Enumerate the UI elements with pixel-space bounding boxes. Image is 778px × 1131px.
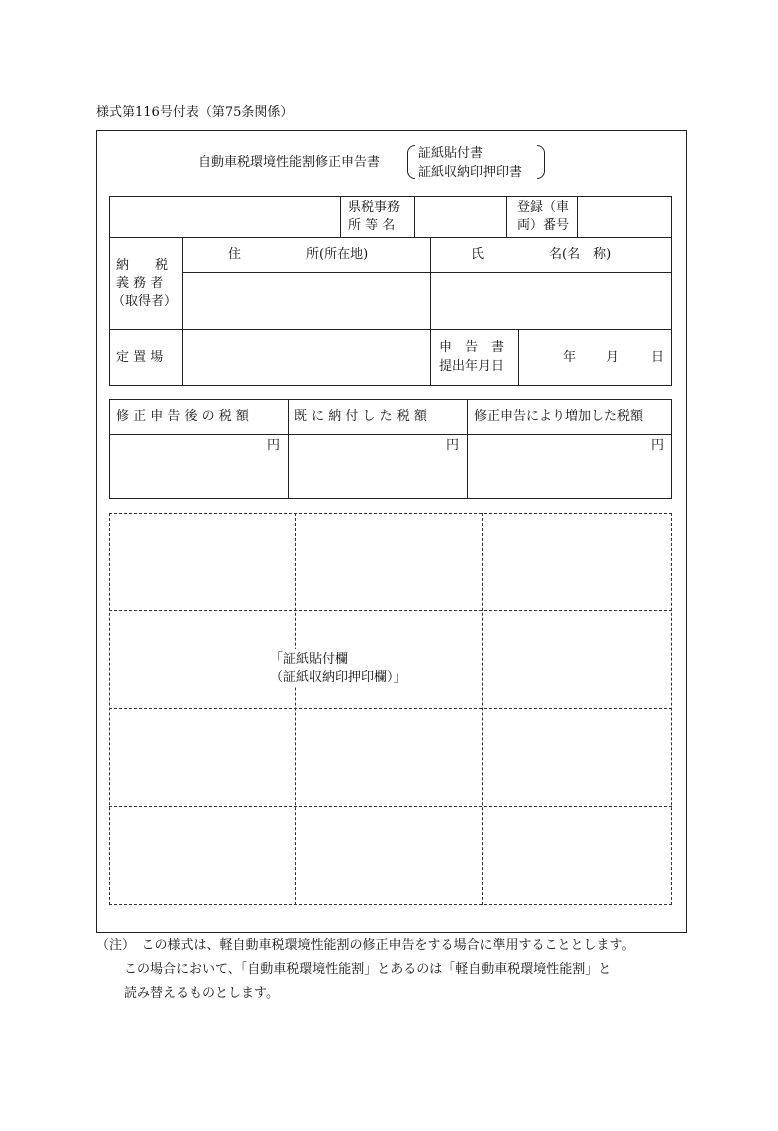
- yen-unit: 円: [651, 438, 665, 453]
- stamp-area-label-2: （証紙収納印押印欄）」: [270, 670, 407, 685]
- name-field[interactable]: [431, 273, 671, 328]
- tax-after-correction-field[interactable]: [110, 435, 287, 498]
- form-title: 自動車税環境性能割修正申告書: [198, 155, 381, 170]
- submission-date-label-2: 提出年月日: [439, 359, 505, 374]
- registration-number-field[interactable]: [578, 197, 671, 236]
- registration-number-label-2: 両）番号: [517, 218, 570, 233]
- registration-number-label: 登録（車: [517, 200, 570, 215]
- storage-location-label: 定 置 場: [116, 350, 164, 365]
- storage-location-field[interactable]: [183, 330, 429, 385]
- tax-office-field[interactable]: [415, 197, 505, 236]
- stamp-area-label: 「証紙貼付欄: [270, 652, 349, 667]
- note-line-2: この場合において、「自動車税環境性能割」とあるのは「軽自動車税環境性能割」と: [124, 962, 612, 977]
- yen-unit: 円: [446, 438, 460, 453]
- note-line-1: （注） この様式は、軽自動車税環境性能割の修正申告をする場合に準用することとします。: [96, 938, 635, 953]
- title-left-bracket: [407, 145, 415, 179]
- address-header: 住 所(所在地): [228, 247, 369, 262]
- name-header: 氏 名(名 称): [471, 247, 612, 262]
- title-option-stamp-sheet: 証紙貼付書: [418, 146, 484, 161]
- tax-office-label-2: 所 等 名: [348, 218, 396, 233]
- stamp-area[interactable]: [109, 513, 672, 905]
- tax-office-label: 県税事務: [348, 200, 401, 215]
- title-option-stamp-seal: 証紙収納印押印書: [418, 165, 523, 180]
- taxpayer-label: 納 税: [116, 258, 169, 273]
- note-line-3: 読み替えるものとします。: [124, 986, 279, 1001]
- taxpayer-label-3: （取得者）: [112, 294, 178, 309]
- tax-already-paid-header: 既 に 納 付 し た 税 額: [294, 409, 427, 424]
- tax-increase-field[interactable]: [468, 435, 671, 498]
- form-number-label: 様式第116号付表（第75条関係）: [96, 105, 294, 120]
- tax-increase-header: 修正申告により増加した税額: [474, 409, 644, 424]
- tax-after-correction-header: 修 正 申 告 後 の 税 額: [116, 409, 249, 424]
- taxpayer-label-2: 義 務 者: [116, 276, 164, 291]
- month-label: 月: [606, 350, 620, 365]
- tax-already-paid-field[interactable]: [289, 435, 466, 498]
- year-label: 年: [563, 350, 577, 365]
- title-right-bracket: [537, 145, 545, 179]
- submission-date-label: 申 告 書: [439, 340, 505, 355]
- yen-unit: 円: [267, 438, 281, 453]
- address-field[interactable]: [183, 273, 429, 328]
- day-label: 日: [651, 350, 665, 365]
